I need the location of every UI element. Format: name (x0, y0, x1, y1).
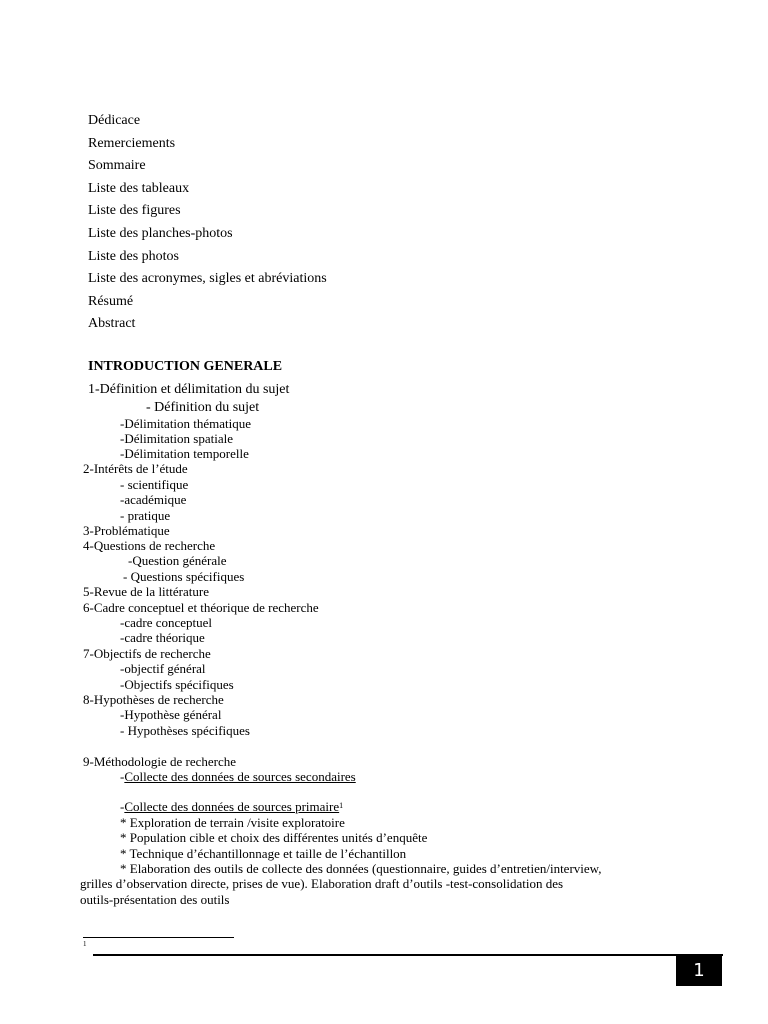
section-6-item: -cadre théorique (120, 630, 205, 645)
page-number-badge: 1 (676, 955, 722, 986)
section-8-item: -Hypothèse général (120, 707, 222, 722)
toc-item-resume: Résumé (88, 293, 134, 309)
front-matter-list (88, 110, 327, 336)
toc-item-liste-acronymes: Liste des acronymes, sigles et abréviations (88, 271, 327, 287)
section-1-title: 1-Définition et délimitation du sujet (88, 382, 290, 397)
section-7-item: -Objectifs spécifiques (120, 677, 234, 692)
section-7-title: 7-Objectifs de recherche (83, 646, 211, 661)
section-6-item: -cadre conceptuel (120, 615, 213, 630)
toc-item-liste-planches-photos: Liste des planches-photos (88, 225, 233, 241)
toc-item-dedicace: Dédicace (88, 113, 141, 128)
section-2-item: - scientifique (120, 477, 189, 492)
section-1-item: - Définition du sujet (146, 400, 260, 415)
toc-item-liste-figures: Liste des figures (88, 203, 181, 219)
section-9-secondary-sources: -Collecte des données de sources secondaires (120, 769, 356, 784)
paragraph-line: outils-présentation des outils (80, 891, 230, 907)
toc-item-remerciements: Remerciements (88, 135, 176, 151)
section-7-item: -objectif général (120, 661, 206, 676)
section-5-title: 5-Revue de la littérature (83, 584, 209, 599)
toc-item-liste-tableaux: Liste des tableaux (88, 180, 190, 196)
footer-rule (93, 954, 723, 956)
toc-item-liste-photos: Liste des photos (88, 248, 179, 264)
section-4-title: 4-Questions de recherche (83, 538, 216, 553)
section-9-bullet: * Population cible et choix des différentes unités d’enquête (120, 830, 428, 845)
primary-sources-label: Collecte des données de sources primaire (124, 799, 340, 814)
footnote-separator (83, 937, 234, 938)
footnote-number: 1 (83, 940, 87, 948)
section-2-item: -académique (120, 492, 187, 507)
toc-item-sommaire: Sommaire (88, 158, 146, 174)
section-8-title: 8-Hypothèses de recherche (83, 692, 224, 707)
section-9-primary-sources: -Collecte des données de sources primaire$^1$ (120, 799, 344, 814)
paragraph-line: grilles d’observation directe, prises de vue). Elaboration draft d’outils -test-consolidation des (80, 876, 564, 892)
section-2-item: - pratique (120, 508, 171, 523)
section-4-item: -Question générale (128, 553, 227, 568)
toc-item-abstract: Abstract (88, 316, 136, 332)
section-4-item: - Questions spécifiques (123, 569, 245, 584)
paragraph-line: * Elaboration des outils de collecte des données (questionnaire, guides d’entretien/interview, (120, 861, 602, 876)
secondary-sources-label: Collecte des données de sources secondaires (124, 769, 356, 784)
section-1-item: -Délimitation thématique (120, 416, 252, 431)
section-9-bullet: * Exploration de terrain /visite exploratoire (120, 815, 345, 830)
section-8-item: - Hypothèses spécifiques (120, 723, 250, 738)
section-2-title: 2-Intérêts de l’étude (83, 461, 188, 476)
section-9-bullet: * Technique d’échantillonnage et taille de l’échantillon (120, 846, 407, 861)
section-heading-introduction: INTRODUCTION GENERALE (88, 359, 283, 374)
footnote-reference: 1 (339, 801, 344, 810)
section-6-title: 6-Cadre conceptuel et théorique de recherche (83, 600, 319, 615)
section-9-title: 9-Méthodologie de recherche (83, 754, 237, 769)
section-1-item: -Délimitation spatiale (120, 431, 233, 446)
section-9-tools-paragraph (80, 861, 660, 907)
section-3-title: 3-Problématique (83, 523, 170, 538)
section-1-item: -Délimitation temporelle (120, 446, 249, 461)
